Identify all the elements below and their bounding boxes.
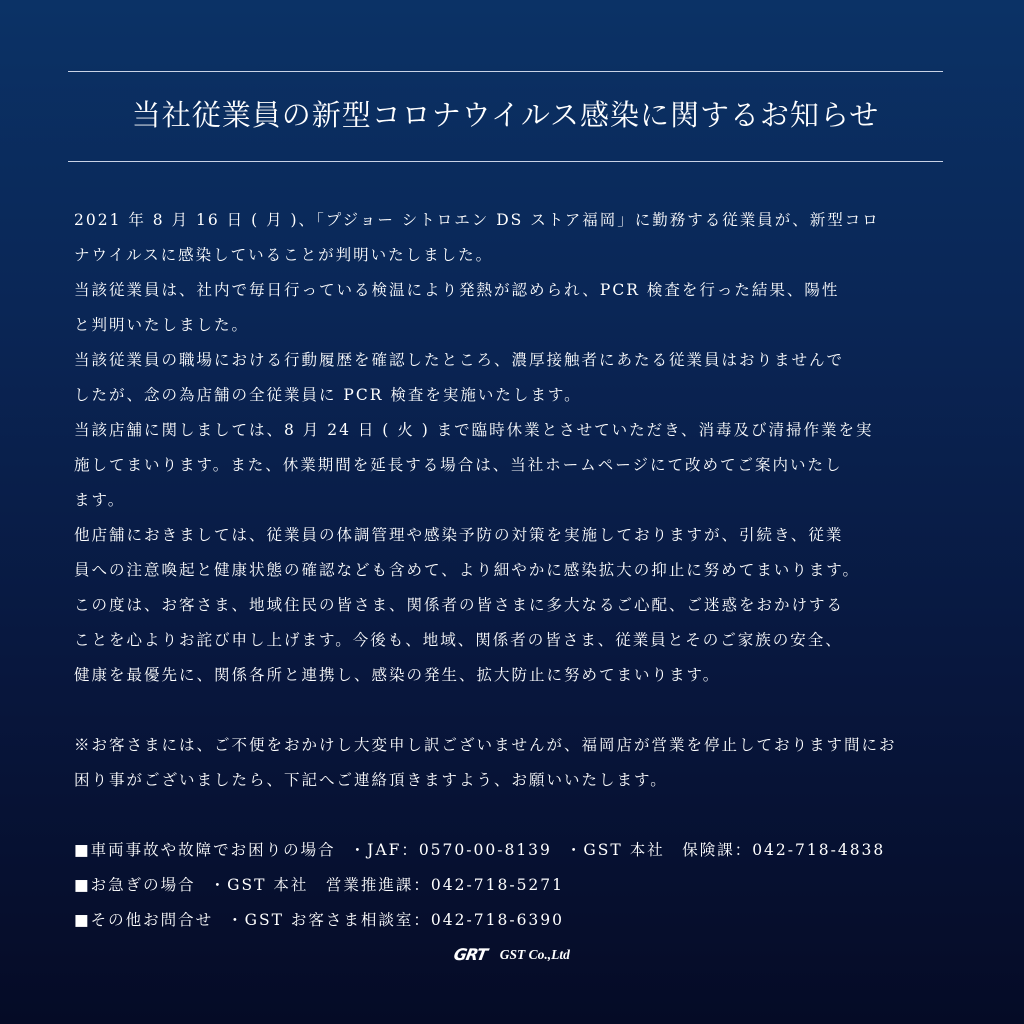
contact-row [74, 903, 954, 938]
note-line: 困り事がございましたら、下記へご連絡頂きますよう、お願いいたします。 [74, 771, 668, 789]
body-line: 当該店舗に関しましては、8 月 24 日 ( 火 ) まで臨時休業とさせていただき、消毒及び清掃作業を実 [74, 421, 874, 439]
body-line: ます。 [74, 491, 126, 509]
spacer [74, 798, 954, 833]
contact-label: ■車両事故や故障でお困りの場合 [74, 841, 336, 859]
body-line: 当該従業員の職場における行動履歴を確認したところ、濃厚接触者にあたる従業員はおりませんで [74, 351, 845, 369]
body-line: 2021 年 8 月 16 日 ( 月 )、「プジョー シトロエン DS ストア福岡」に勤務する従業員が、新型コロ [74, 211, 880, 229]
body-line: ことを心よりお詫び申し上げます。今後も、地域、関係者の皆さま、従業員とそのご家族の安全、 [74, 631, 843, 649]
body-line: 当該従業員は、社内で毎日行っている検温により発熱が認められ、PCR 検査を行った結果、陽性 [74, 281, 840, 299]
note-line: ※お客さまには、ご不便をおかけし大変申し訳ございませんが、福岡店が営業を停止しております間にお [74, 736, 897, 754]
contact-row [74, 868, 954, 903]
contact-number: ・GST 本社 保険課：042-718-4838 [565, 841, 886, 859]
notice-title: 当社従業員の新型コロナウイルス感染に関するお知らせ [131, 98, 880, 132]
body-line: 施してまいります。また、休業期間を延長する場合は、当社ホームページにて改めてご案内いたし [74, 456, 843, 474]
body-line: 員への注意喚起と健康状態の確認なども含めて、より細やかに感染拡大の抑止に努めてまいります。 [74, 561, 860, 579]
contact-list [74, 833, 954, 938]
company-logo: GRT [452, 945, 489, 964]
footer [0, 944, 1024, 964]
notice-body [74, 203, 954, 938]
body-line: ナウイルスに感染していることが判明いたしました。 [74, 246, 494, 264]
body-paragraphs [74, 203, 954, 693]
contact-label: ■お急ぎの場合 [74, 876, 196, 894]
contact-row [74, 833, 954, 868]
contact-number: ・JAF：0570-00-8139 [349, 841, 552, 859]
title-bottom-rule [68, 161, 943, 162]
spacer [74, 693, 954, 728]
body-line: 他店舗におきましては、従業員の体調管理や感染予防の対策を実施しておりますが、引続き、従業 [74, 526, 844, 544]
body-line: と判明いたしました。 [74, 316, 250, 334]
title-top-rule [68, 71, 943, 72]
customer-note [74, 728, 954, 798]
company-name: GST Co.,Ltd [499, 946, 570, 962]
body-line: したが、念の為店舗の全従業員に PCR 検査を実施いたします。 [74, 386, 582, 404]
body-line: 健康を最優先に、関係各所と連携し、感染の発生、拡大防止に努めてまいります。 [74, 666, 721, 684]
contact-number: ・GST 本社 営業推進課：042-718-5271 [209, 876, 565, 894]
contact-label: ■その他お問合せ [74, 911, 214, 929]
body-line: この度は、お客さま、地域住民の皆さま、関係者の皆さまに多大なるご心配、ご迷惑をおかけする [74, 596, 845, 614]
contact-number: ・GST お客さま相談室：042-718-6390 [227, 911, 565, 929]
